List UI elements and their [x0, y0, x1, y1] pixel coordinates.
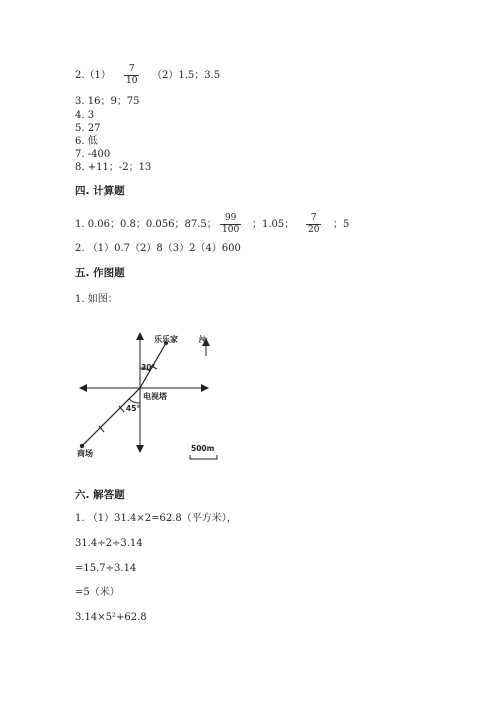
answer-6: 6. 低	[75, 136, 98, 147]
answer-2-prefix: 2.（1）	[75, 70, 111, 81]
fraction-denominator: 20	[308, 225, 320, 235]
answer-4: 4. 3	[75, 110, 95, 121]
label-angle-30: 30°	[141, 363, 156, 372]
fraction-denominator: 100	[222, 225, 240, 235]
mall-point	[80, 444, 84, 448]
section-4-title: 四. 计算题	[75, 185, 125, 197]
label-tower: 电视塔	[143, 392, 167, 401]
section-5-q1: 1. 如图：	[75, 294, 118, 305]
section-6-line-5: 3.14×5²+62.8	[75, 612, 147, 623]
answer-7: 7. -400	[75, 149, 111, 160]
label-scale: 500m	[191, 444, 215, 453]
answer-8: 8. +11；-2；13	[75, 162, 152, 173]
answer-5: 5. 27	[75, 123, 101, 134]
ray-to-mall	[82, 388, 140, 446]
answer-2-rest: （2）1.5；3.5	[152, 70, 221, 81]
section-6-line-1: 1. （1）31.4×2=62.8（平方米），	[75, 513, 237, 524]
section-4-q2: 2. （1）0.7（2）8（3）2（4）600	[75, 243, 241, 254]
angle-arc-45	[129, 399, 140, 403]
fraction-numerator: 7	[306, 213, 321, 225]
label-angle-45: 45°	[126, 404, 141, 413]
fraction-numerator: 7	[124, 64, 139, 76]
section-5-title: 五. 作图题	[75, 267, 125, 279]
label-mall: 商场	[77, 449, 93, 458]
section-6-title: 六. 解答题	[75, 489, 125, 501]
label-north: 北	[198, 335, 207, 343]
label-home: 乐乐家	[154, 335, 178, 344]
section-4-q1-part-c: ；5	[333, 219, 350, 230]
answer-3: 3. 16；9；75	[75, 96, 140, 107]
section-6-line-3: =15.7÷3.14	[75, 563, 137, 574]
fraction-numerator: 99	[220, 213, 241, 225]
section-4-q1-part-a: 1. 0.06；0.8；0.056；87.5；	[75, 219, 217, 230]
fraction-denominator: 10	[126, 76, 138, 86]
section-4-q1-part-b: ；1.05；	[252, 219, 295, 230]
scale-bar	[190, 455, 217, 459]
section-6-line-2: 31.4÷2÷3.14	[75, 538, 143, 549]
section-6-line-4: =5（米）	[75, 587, 120, 598]
